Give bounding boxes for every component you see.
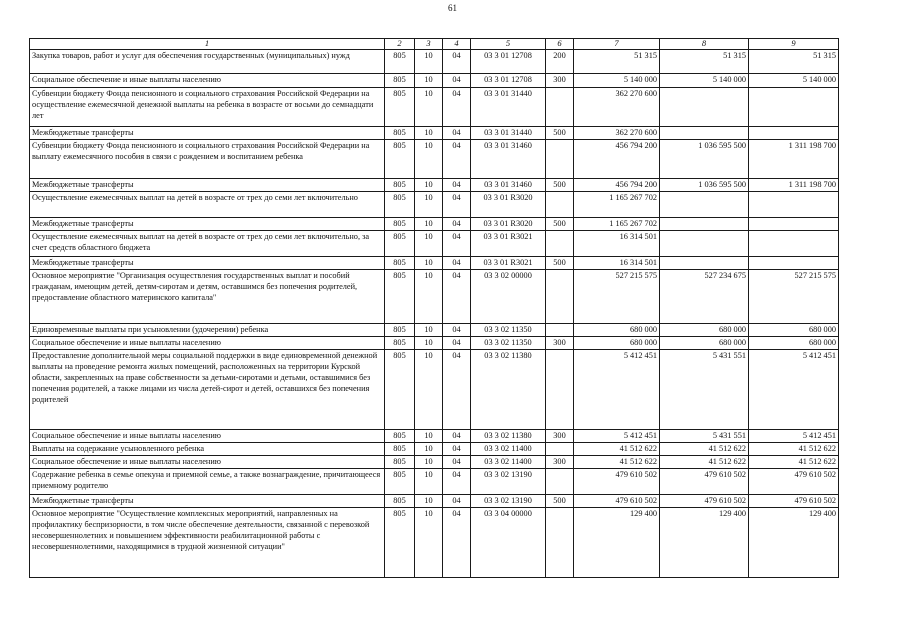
- cell-amount-year2: 5 140 000: [660, 74, 749, 88]
- cell-name: Осуществление ежемесячных выплат на детей в возрасте от трех до семи лет включительно: [30, 192, 385, 218]
- cell-section-code: 10: [415, 443, 443, 456]
- cell-section-code: 10: [415, 140, 443, 179]
- header-cell: 5: [471, 39, 546, 50]
- cell-ministry-code: 805: [385, 218, 415, 231]
- cell-name: Единовременные выплаты при усыновлении (удочерении) ребенка: [30, 324, 385, 337]
- header-row: [30, 39, 839, 50]
- cell-amount-year2: 51 315: [660, 50, 749, 74]
- cell-section-code: 10: [415, 127, 443, 140]
- cell-amount-year2: 527 234 675: [660, 270, 749, 324]
- cell-amount-year2: [660, 218, 749, 231]
- cell-amount-year3: 41 512 622: [749, 456, 839, 469]
- cell-target-article: 03 3 02 11350: [471, 337, 546, 350]
- cell-amount-year3: [749, 127, 839, 140]
- cell-ministry-code: 805: [385, 456, 415, 469]
- cell-ministry-code: 805: [385, 350, 415, 430]
- cell-expense-type: [546, 270, 574, 324]
- cell-amount-year2: 1 036 595 500: [660, 140, 749, 179]
- cell-target-article: 03 3 02 00000: [471, 270, 546, 324]
- cell-target-article: 03 3 01 R3021: [471, 231, 546, 257]
- cell-expense-type: 200: [546, 50, 574, 74]
- cell-name: Социальное обеспечение и иные выплаты населению: [30, 456, 385, 469]
- cell-ministry-code: 805: [385, 88, 415, 127]
- header-cell: 6: [546, 39, 574, 50]
- cell-expense-type: 300: [546, 456, 574, 469]
- cell-subsection-code: 04: [443, 324, 471, 337]
- cell-amount-year3: 479 610 502: [749, 469, 839, 495]
- cell-target-article: 03 3 02 11380: [471, 430, 546, 443]
- cell-name: Субвенции бюджету Фонда пенсионного и социального страхования Российской Федерации на выплату ежемесячного пособия в связи с рождением и воспитанием ребенка: [30, 140, 385, 179]
- table-row: [30, 495, 839, 508]
- cell-name: Осуществление ежемесячных выплат на детей в возрасте от трех до семи лет включительно, за счет средств областного бюджета: [30, 231, 385, 257]
- cell-expense-type: 500: [546, 218, 574, 231]
- cell-section-code: 10: [415, 50, 443, 74]
- cell-expense-type: [546, 508, 574, 578]
- cell-amount-year2: [660, 231, 749, 257]
- cell-subsection-code: 04: [443, 257, 471, 270]
- table-row: [30, 456, 839, 469]
- cell-ministry-code: 805: [385, 74, 415, 88]
- cell-name: Содержание ребенка в семье опекуна и приемной семье, а также вознаграждение, причитающееся приемному родителю: [30, 469, 385, 495]
- cell-amount-year3: 5 412 451: [749, 350, 839, 430]
- cell-amount-year2: 680 000: [660, 324, 749, 337]
- cell-subsection-code: 04: [443, 508, 471, 578]
- cell-ministry-code: 805: [385, 430, 415, 443]
- cell-target-article: 03 3 01 12708: [471, 74, 546, 88]
- cell-ministry-code: 805: [385, 508, 415, 578]
- cell-amount-year2: 41 512 622: [660, 456, 749, 469]
- cell-ministry-code: 805: [385, 257, 415, 270]
- cell-section-code: 10: [415, 88, 443, 127]
- cell-name: Межбюджетные трансферты: [30, 218, 385, 231]
- cell-ministry-code: 805: [385, 192, 415, 218]
- cell-amount-year3: [749, 257, 839, 270]
- cell-name: Межбюджетные трансферты: [30, 127, 385, 140]
- cell-amount-year1: 41 512 622: [574, 456, 660, 469]
- cell-amount-year1: 51 315: [574, 50, 660, 74]
- cell-section-code: 10: [415, 218, 443, 231]
- cell-amount-year2: 1 036 595 500: [660, 179, 749, 192]
- cell-expense-type: [546, 350, 574, 430]
- cell-name: Социальное обеспечение и иные выплаты населению: [30, 430, 385, 443]
- cell-target-article: 03 3 01 31440: [471, 88, 546, 127]
- cell-amount-year1: 680 000: [574, 324, 660, 337]
- cell-subsection-code: 04: [443, 218, 471, 231]
- cell-amount-year2: 5 431 551: [660, 350, 749, 430]
- table-row: [30, 257, 839, 270]
- cell-ministry-code: 805: [385, 50, 415, 74]
- cell-name: Межбюджетные трансферты: [30, 495, 385, 508]
- cell-ministry-code: 805: [385, 231, 415, 257]
- cell-amount-year1: 479 610 502: [574, 469, 660, 495]
- cell-expense-type: 500: [546, 495, 574, 508]
- cell-target-article: 03 3 01 31460: [471, 140, 546, 179]
- cell-ministry-code: 805: [385, 469, 415, 495]
- cell-name: Субвенции бюджету Фонда пенсионного и социального страхования Российской Федерации на осуществление ежемесячной денежной выплаты на ребенка в возрасте от восьми до семнадцати лет: [30, 88, 385, 127]
- cell-target-article: 03 3 02 11380: [471, 350, 546, 430]
- cell-target-article: 03 3 02 11400: [471, 456, 546, 469]
- cell-expense-type: [546, 192, 574, 218]
- cell-subsection-code: 04: [443, 74, 471, 88]
- cell-target-article: 03 3 01 R3021: [471, 257, 546, 270]
- cell-amount-year2: [660, 127, 749, 140]
- cell-amount-year1: 5 412 451: [574, 350, 660, 430]
- cell-name: Закупка товаров, работ и услуг для обеспечения государственных (муниципальных) нужд: [30, 50, 385, 74]
- table-row: [30, 270, 839, 324]
- cell-amount-year1: 456 794 200: [574, 140, 660, 179]
- cell-subsection-code: 04: [443, 50, 471, 74]
- cell-amount-year2: 41 512 622: [660, 443, 749, 456]
- cell-ministry-code: 805: [385, 127, 415, 140]
- cell-amount-year3: 41 512 622: [749, 443, 839, 456]
- cell-amount-year3: [749, 231, 839, 257]
- header-cell: 7: [574, 39, 660, 50]
- table-row: [30, 337, 839, 350]
- cell-amount-year2: [660, 192, 749, 218]
- cell-amount-year3: 5 140 000: [749, 74, 839, 88]
- cell-amount-year1: 456 794 200: [574, 179, 660, 192]
- cell-ministry-code: 805: [385, 324, 415, 337]
- header-cell: 9: [749, 39, 839, 50]
- cell-amount-year2: [660, 88, 749, 127]
- cell-subsection-code: 04: [443, 456, 471, 469]
- cell-amount-year3: [749, 192, 839, 218]
- cell-amount-year2: 479 610 502: [660, 495, 749, 508]
- cell-amount-year1: 479 610 502: [574, 495, 660, 508]
- cell-target-article: 03 3 01 R3020: [471, 218, 546, 231]
- cell-amount-year2: [660, 257, 749, 270]
- cell-amount-year3: 680 000: [749, 324, 839, 337]
- cell-amount-year1: 129 400: [574, 508, 660, 578]
- cell-amount-year3: [749, 88, 839, 127]
- cell-expense-type: [546, 469, 574, 495]
- cell-subsection-code: 04: [443, 140, 471, 179]
- table-row: [30, 469, 839, 495]
- header-cell: 1: [30, 39, 385, 50]
- cell-expense-type: 300: [546, 74, 574, 88]
- cell-section-code: 10: [415, 350, 443, 430]
- cell-section-code: 10: [415, 337, 443, 350]
- cell-subsection-code: 04: [443, 192, 471, 218]
- cell-target-article: 03 3 02 11350: [471, 324, 546, 337]
- cell-section-code: 10: [415, 324, 443, 337]
- cell-amount-year2: 680 000: [660, 337, 749, 350]
- cell-amount-year3: 51 315: [749, 50, 839, 74]
- budget-table: [29, 38, 839, 578]
- table-row: [30, 74, 839, 88]
- cell-name: Основное мероприятие "Организация осуществления государственных выплат и пособий гражданам, имеющим детей, детям-сиротам и детям, оставшимся без попечения родителей, предоставление областного материнского капитала": [30, 270, 385, 324]
- cell-expense-type: [546, 88, 574, 127]
- cell-name: Выплаты на содержание усыновленного ребенка: [30, 443, 385, 456]
- table-row: [30, 192, 839, 218]
- cell-section-code: 10: [415, 508, 443, 578]
- page-number: 61: [448, 3, 457, 13]
- cell-section-code: 10: [415, 231, 443, 257]
- cell-amount-year1: 527 215 575: [574, 270, 660, 324]
- cell-expense-type: 500: [546, 257, 574, 270]
- cell-subsection-code: 04: [443, 179, 471, 192]
- table-row: [30, 88, 839, 127]
- cell-name: Предоставление дополнительной меры социальной поддержки в виде единовременной денежной выплаты на проведение ремонта жилых помещений, расположенных на территории Курской области, закрепленных на праве собственности за детьми-сиротами и детьми, оставшимися без попечения родителей, а также лицами из числа детей-сирот и детей, оставшихся без попечения родителей: [30, 350, 385, 430]
- table-row: [30, 127, 839, 140]
- cell-amount-year3: 680 000: [749, 337, 839, 350]
- cell-amount-year2: 129 400: [660, 508, 749, 578]
- cell-target-article: 03 3 02 13190: [471, 469, 546, 495]
- cell-section-code: 10: [415, 469, 443, 495]
- cell-expense-type: 500: [546, 127, 574, 140]
- table-body: [30, 50, 839, 578]
- cell-target-article: 03 3 01 R3020: [471, 192, 546, 218]
- cell-ministry-code: 805: [385, 337, 415, 350]
- cell-amount-year1: 16 314 501: [574, 257, 660, 270]
- table-row: [30, 430, 839, 443]
- header-cell: 8: [660, 39, 749, 50]
- cell-subsection-code: 04: [443, 337, 471, 350]
- cell-subsection-code: 04: [443, 430, 471, 443]
- cell-name: Основное мероприятие "Осуществление комплексных мероприятий, направленных на профилактику беспризорности, в том числе обеспечение деятельности, связанной с перевозкой несовершеннолетних и повышением эффективности реабилитационной работы с несовершеннолетними, находящимися в трудной жизненной ситуации": [30, 508, 385, 578]
- cell-name: Межбюджетные трансферты: [30, 257, 385, 270]
- cell-subsection-code: 04: [443, 469, 471, 495]
- cell-section-code: 10: [415, 192, 443, 218]
- table-row: [30, 350, 839, 430]
- cell-target-article: 03 3 01 31440: [471, 127, 546, 140]
- cell-name: Межбюджетные трансферты: [30, 179, 385, 192]
- cell-expense-type: [546, 140, 574, 179]
- cell-expense-type: 500: [546, 179, 574, 192]
- cell-target-article: 03 3 02 11400: [471, 443, 546, 456]
- cell-target-article: 03 3 02 13190: [471, 495, 546, 508]
- cell-subsection-code: 04: [443, 127, 471, 140]
- cell-name: Социальное обеспечение и иные выплаты населению: [30, 337, 385, 350]
- cell-ministry-code: 805: [385, 270, 415, 324]
- header-cell: 2: [385, 39, 415, 50]
- cell-section-code: 10: [415, 257, 443, 270]
- cell-expense-type: [546, 443, 574, 456]
- cell-section-code: 10: [415, 179, 443, 192]
- table-row: [30, 443, 839, 456]
- cell-ministry-code: 805: [385, 495, 415, 508]
- table-row: [30, 50, 839, 74]
- cell-ministry-code: 805: [385, 443, 415, 456]
- cell-amount-year1: 362 270 600: [574, 88, 660, 127]
- cell-section-code: 10: [415, 430, 443, 443]
- cell-amount-year1: 362 270 600: [574, 127, 660, 140]
- cell-amount-year1: 1 165 267 702: [574, 192, 660, 218]
- table-row: [30, 508, 839, 578]
- cell-target-article: 03 3 01 12708: [471, 50, 546, 74]
- cell-amount-year3: 5 412 451: [749, 430, 839, 443]
- cell-amount-year2: 479 610 502: [660, 469, 749, 495]
- cell-section-code: 10: [415, 456, 443, 469]
- cell-amount-year3: 1 311 198 700: [749, 179, 839, 192]
- cell-expense-type: [546, 324, 574, 337]
- cell-subsection-code: 04: [443, 443, 471, 456]
- cell-ministry-code: 805: [385, 179, 415, 192]
- cell-amount-year3: [749, 218, 839, 231]
- table-row: [30, 140, 839, 179]
- table-row: [30, 324, 839, 337]
- cell-subsection-code: 04: [443, 88, 471, 127]
- cell-subsection-code: 04: [443, 495, 471, 508]
- cell-amount-year2: 5 431 551: [660, 430, 749, 443]
- header-cell: 4: [443, 39, 471, 50]
- cell-amount-year1: 5 412 451: [574, 430, 660, 443]
- cell-name: Социальное обеспечение и иные выплаты населению: [30, 74, 385, 88]
- header-cell: 3: [415, 39, 443, 50]
- cell-section-code: 10: [415, 270, 443, 324]
- cell-amount-year3: 527 215 575: [749, 270, 839, 324]
- cell-amount-year3: 1 311 198 700: [749, 140, 839, 179]
- cell-amount-year1: 41 512 622: [574, 443, 660, 456]
- cell-subsection-code: 04: [443, 270, 471, 324]
- cell-expense-type: 300: [546, 430, 574, 443]
- cell-amount-year1: 5 140 000: [574, 74, 660, 88]
- cell-amount-year3: 129 400: [749, 508, 839, 578]
- cell-expense-type: [546, 231, 574, 257]
- cell-subsection-code: 04: [443, 231, 471, 257]
- table-row: [30, 179, 839, 192]
- cell-amount-year3: 479 610 502: [749, 495, 839, 508]
- cell-amount-year1: 680 000: [574, 337, 660, 350]
- table-row: [30, 231, 839, 257]
- cell-section-code: 10: [415, 495, 443, 508]
- cell-target-article: 03 3 04 00000: [471, 508, 546, 578]
- cell-ministry-code: 805: [385, 140, 415, 179]
- cell-target-article: 03 3 01 31460: [471, 179, 546, 192]
- cell-amount-year1: 1 165 267 702: [574, 218, 660, 231]
- cell-amount-year1: 16 314 501: [574, 231, 660, 257]
- cell-subsection-code: 04: [443, 350, 471, 430]
- cell-section-code: 10: [415, 74, 443, 88]
- cell-expense-type: 300: [546, 337, 574, 350]
- table-row: [30, 218, 839, 231]
